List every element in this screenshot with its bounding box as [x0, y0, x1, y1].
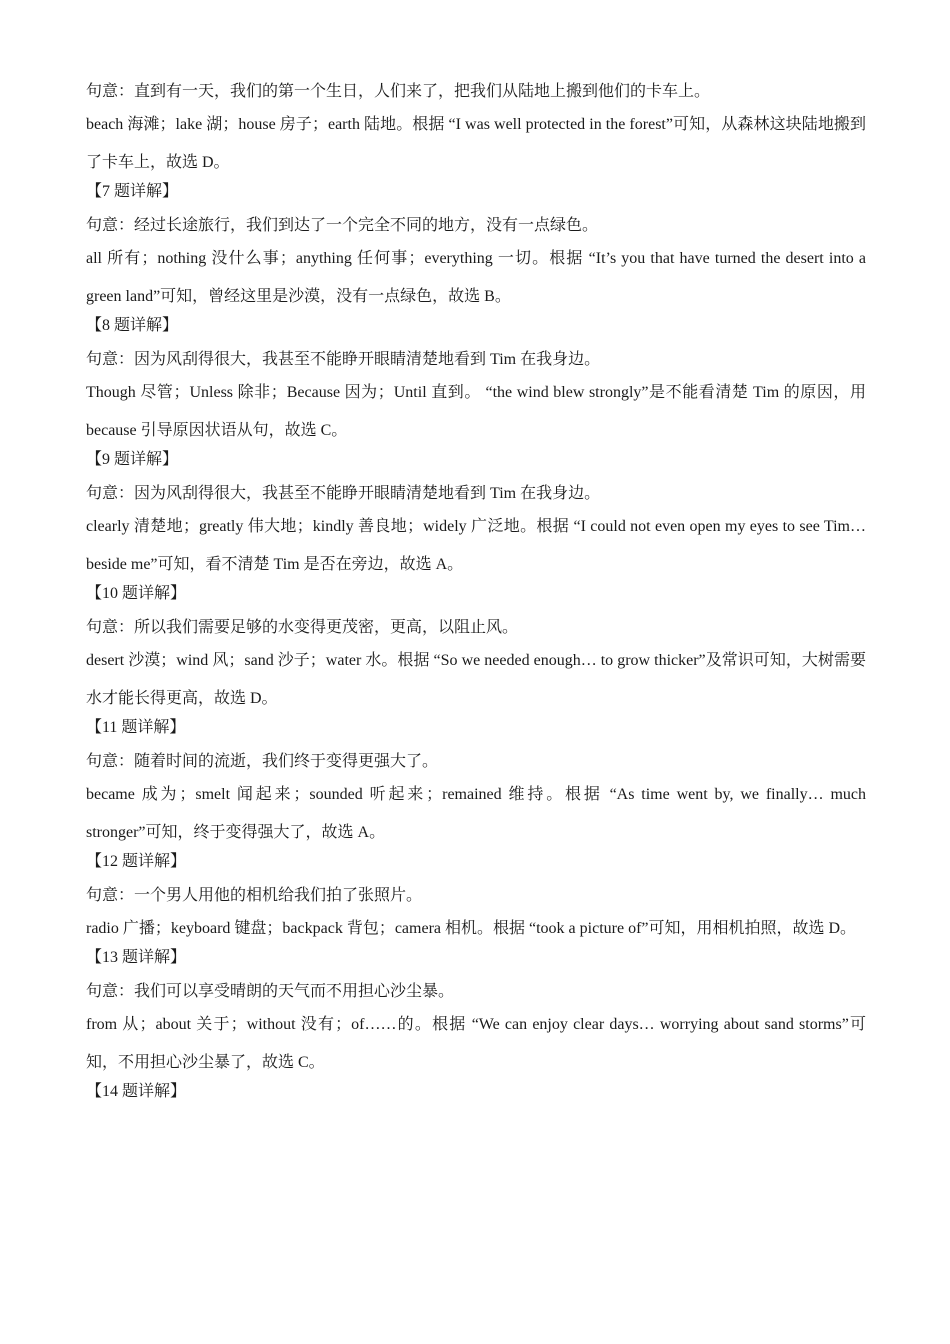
question-heading-7: 【7 题详解】: [86, 183, 179, 200]
sentence-meaning: 句意：我们可以享受晴朗的天气而不用担心沙尘暴。: [86, 983, 455, 1000]
answer-explanation: radio 广播；keyboard 键盘；backpack 背包；camera 相机。根据 “took a picture of”可知，用相机拍照，故选 D。: [86, 920, 857, 937]
sentence-meaning: 句意：随着时间的流逝，我们终于变得更强大了。: [86, 753, 439, 770]
answer-explanation: from 从；about 关于；without 没有；of……的。根据 “We can enjoy clear days… worrying about sand storms”可知，不用担心沙尘暴了，故选 C。: [86, 1016, 866, 1071]
sentence-meaning: 句意：所以我们需要足够的水变得更茂密，更高，以阻止风。: [86, 619, 519, 636]
answer-explanation: became 成为；smelt 闻起来；sounded 听起来；remained 维持。根据 “As time went by, we finally… much stronger”可知，终于变得强大了，故选 A。: [86, 786, 866, 841]
sentence-meaning: 句意：直到有一天，我们的第一个生日，人们来了，把我们从陆地上搬到他们的卡车上。: [86, 83, 711, 100]
document-body: [86, 78, 866, 1112]
question-heading-8: 【8 题详解】: [86, 317, 179, 334]
answer-explanation: beach 海滩；lake 湖；house 房子；earth 陆地。根据 “I was well protected in the forest”可知，从森林这块陆地搬到了卡车上，故选 D。: [86, 116, 866, 171]
sentence-meaning: 句意：因为风刮得很大，我甚至不能睁开眼睛清楚地看到 Tim 在我身边。: [86, 485, 601, 502]
sentence-meaning: 句意：经过长途旅行，我们到达了一个完全不同的地方，没有一点绿色。: [86, 217, 599, 234]
question-heading-14: 【14 题详解】: [86, 1083, 187, 1100]
answer-explanation: desert 沙漠；wind 风；sand 沙子；water 水。根据 “So we needed enough… to grow thicker”及常识可知，大树需要水才能长得更高，故选 D。: [86, 652, 866, 707]
question-heading-10: 【10 题详解】: [86, 585, 187, 602]
answer-explanation: Though 尽管；Unless 除非；Because 因为；Until 直到。 “the wind blew strongly”是不能看清楚 Tim 的原因，用 because 引导原因状语从句，故选 C。: [86, 384, 866, 439]
answer-explanation: clearly 清楚地；greatly 伟大地；kindly 善良地；widely 广泛地。根据 “I could not even open my eyes to see Tim… beside me”可知，看不清楚 Tim 是否在旁边，故选 A。: [86, 518, 866, 573]
question-heading-13: 【13 题详解】: [86, 949, 187, 966]
answer-explanation: all 所有；nothing 没什么事；anything 任何事；everything 一切。根据 “It’s you that have turned the desert into a green land”可知，曾经这里是沙漠，没有一点绿色，故选 B。: [86, 250, 866, 305]
question-heading-12: 【12 题详解】: [86, 853, 187, 870]
question-heading-9: 【9 题详解】: [86, 451, 179, 468]
question-heading-11: 【11 题详解】: [86, 719, 186, 736]
sentence-meaning: 句意：一个男人用他的相机给我们拍了张照片。: [86, 887, 423, 904]
sentence-meaning: 句意：因为风刮得很大，我甚至不能睁开眼睛清楚地看到 Tim 在我身边。: [86, 351, 601, 368]
